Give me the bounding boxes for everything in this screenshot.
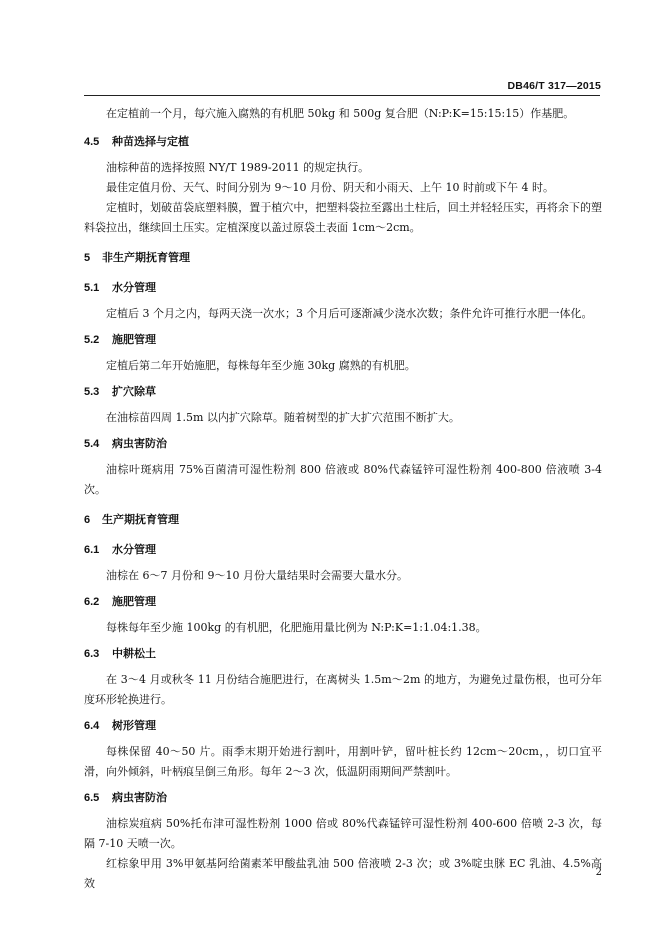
standard-code: DB46/T 317—2015 <box>507 80 601 92</box>
paragraph: 油棕在 6～7 月份和 9～10 月份大量结果时会需要大量水分。 <box>106 569 408 582</box>
section-heading-6-3: 6.3 中耕松土 <box>84 648 156 660</box>
header-rule <box>84 95 600 96</box>
page-body <box>84 104 602 894</box>
paragraph: 红棕象甲用 3%甲氨基阿给菌素苯甲酸盐乳油 500 倍液喷 2-3 次；或 3%啶虫脒 EC 乳油、4.5%高效 <box>84 857 602 890</box>
section-heading-5: 5 非生产期抚育管理 <box>84 252 190 264</box>
section-heading-5-3: 5.3 扩穴除草 <box>84 386 156 398</box>
section-heading-6-4: 6.4 树形管理 <box>84 720 156 732</box>
paragraph: 每株每年至少施 100kg 的有机肥，化肥施用量比例为 N:P:K=1:1.04:1.38。 <box>106 621 487 634</box>
paragraph: 油棕种苗的选择按照 NY/T 1989-2011 的规定执行。 <box>106 161 370 174</box>
page-number: 2 <box>595 867 602 878</box>
section-heading-6-2: 6.2 施肥管理 <box>84 596 156 608</box>
paragraph: 定植后第二年开始施肥，每株每年至少施 30kg 腐熟的有机肥。 <box>106 359 416 372</box>
paragraph: 在定植前一个月，每穴施入腐熟的有机肥 50kg 和 500g 复合肥（N:P:K=15:15:15）作基肥。 <box>106 107 575 120</box>
paragraph: 油棕炭疽病 50%托布津可湿性粉剂 1000 倍或 80%代森锰锌可湿性粉剂 400-600 倍喷 2-3 次，每隔 7-10 天喷一次。 <box>84 817 602 850</box>
paragraph: 在 3～4 月或秋冬 11 月份结合施肥进行，在离树头 1.5m～2m 的地方，为避免过量伤根，也可分年度环形轮换进行。 <box>84 673 602 706</box>
paragraph: 在油棕苗四周 1.5m 以内扩穴除草。随着树型的扩大扩穴范围不断扩大。 <box>106 411 460 424</box>
paragraph: 定植时，划破苗袋底塑料膜，置于植穴中，把塑料袋拉至露出土柱后，回土并轻轻压实，再将余下的塑料袋拉出，继续回土压实。定植深度以盖过原袋土表面 1cm～2cm。 <box>84 201 602 234</box>
paragraph: 每株保留 40～50 片。雨季末期开始进行割叶，用割叶铲，留叶桩长约 12cm～20cm，，切口宜平滑，向外倾斜，叶柄痕呈倒三角形。每年 2～3 次，低温阴雨期间严禁割叶。 <box>84 745 602 778</box>
section-heading-5-4: 5.4 病虫害防治 <box>84 438 167 450</box>
section-heading-6-1: 6.1 水分管理 <box>84 544 156 556</box>
section-heading-6: 6 生产期抚育管理 <box>84 514 179 526</box>
paragraph: 定植后 3 个月之内，每两天浇一次水；3 个月后可逐渐减少浇水次数；条件允许可推行水肥一体化。 <box>106 307 593 320</box>
section-heading-5-1: 5.1 水分管理 <box>84 282 156 294</box>
paragraph: 最佳定值月份、天气、时间分别为 9～10 月份、阴天和小雨天、上午 10 时前或下午 4 时。 <box>106 181 554 194</box>
paragraph: 油棕叶斑病用 75%百菌清可湿性粉剂 800 倍液或 80%代森锰锌可湿性粉剂 400-800 倍液喷 3-4 次。 <box>84 463 602 496</box>
section-heading-5-2: 5.2 施肥管理 <box>84 334 156 346</box>
section-heading-4-5: 4.5 种苗选择与定植 <box>84 136 189 148</box>
section-heading-6-5: 6.5 病虫害防治 <box>84 792 167 804</box>
